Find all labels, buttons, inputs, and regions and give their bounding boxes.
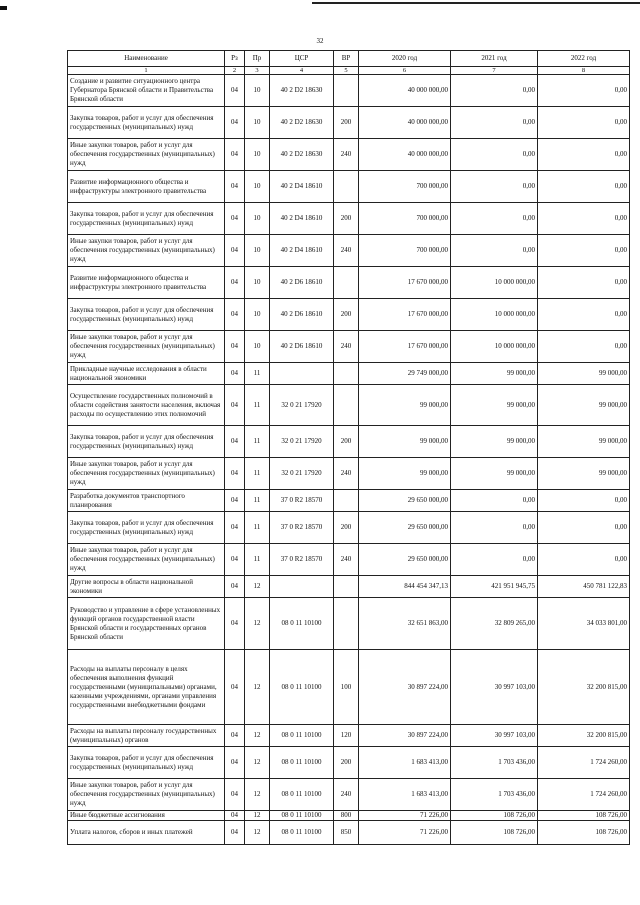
row-rz: 04 [225, 267, 245, 299]
row-name: Развитие информационного общества и инфраструктуры электронного правительства [68, 171, 225, 203]
row-rz: 04 [225, 811, 245, 821]
column-number-row [68, 67, 630, 75]
table-row [68, 512, 630, 544]
top-edge-line [312, 2, 640, 4]
table-row [68, 75, 630, 107]
row-2022: 0,00 [538, 490, 630, 512]
row-2021: 10 000 000,00 [451, 267, 538, 299]
table-row [68, 811, 630, 821]
column-number: 6 [359, 67, 451, 75]
row-vr: 850 [334, 821, 359, 845]
row-vr: 800 [334, 811, 359, 821]
row-vr: 200 [334, 747, 359, 779]
row-2020: 32 651 863,00 [359, 598, 451, 650]
row-name: Создание и развитие ситуационного центра Губернатора Брянской области и Правительства Брянской области [68, 75, 225, 107]
row-vr [334, 267, 359, 299]
column-number: 7 [451, 67, 538, 75]
header-2022: 2022 год [538, 51, 630, 67]
row-2022: 0,00 [538, 512, 630, 544]
row-2020: 700 000,00 [359, 203, 451, 235]
row-rz: 04 [225, 576, 245, 598]
table-row [68, 107, 630, 139]
table-row [68, 426, 630, 458]
row-2022: 34 033 801,00 [538, 598, 630, 650]
column-number: 5 [334, 67, 359, 75]
column-number: 2 [225, 67, 245, 75]
row-2020: 29 650 000,00 [359, 544, 451, 576]
row-2020: 17 670 000,00 [359, 331, 451, 363]
row-2021: 421 951 945,75 [451, 576, 538, 598]
table-row [68, 544, 630, 576]
header-vr: ВР [334, 51, 359, 67]
row-rz: 04 [225, 363, 245, 385]
row-name: Развитие информационного общества и инфраструктуры электронного правительства [68, 267, 225, 299]
table-row [68, 331, 630, 363]
column-number: 1 [68, 67, 225, 75]
row-csr: 40 2 D4 18610 [270, 235, 334, 267]
row-csr: 08 0 11 10100 [270, 821, 334, 845]
row-csr: 32 0 21 17920 [270, 385, 334, 426]
table-row [68, 299, 630, 331]
row-2021: 30 997 103,00 [451, 725, 538, 747]
table-row [68, 725, 630, 747]
row-2020: 40 000 000,00 [359, 75, 451, 107]
row-vr: 120 [334, 725, 359, 747]
header-pr: Пр [245, 51, 270, 67]
table-row [68, 490, 630, 512]
row-csr: 32 0 21 17920 [270, 426, 334, 458]
row-rz: 04 [225, 650, 245, 725]
row-csr: 40 2 D4 18610 [270, 171, 334, 203]
row-vr: 200 [334, 107, 359, 139]
row-name: Иные закупки товаров, работ и услуг для обеспечения государственных (муниципальных) нужд [68, 779, 225, 811]
row-2020: 99 000,00 [359, 385, 451, 426]
row-pr: 12 [245, 821, 270, 845]
row-vr [334, 598, 359, 650]
row-2021: 32 809 265,00 [451, 598, 538, 650]
row-2021: 99 000,00 [451, 458, 538, 490]
row-2021: 108 726,00 [451, 811, 538, 821]
row-csr: 08 0 11 10100 [270, 725, 334, 747]
row-vr: 240 [334, 544, 359, 576]
row-pr: 12 [245, 598, 270, 650]
table-row [68, 363, 630, 385]
row-vr: 100 [334, 650, 359, 725]
row-csr [270, 363, 334, 385]
row-vr [334, 75, 359, 107]
row-rz: 04 [225, 107, 245, 139]
row-rz: 04 [225, 490, 245, 512]
row-name: Уплата налогов, сборов и иных платежей [68, 821, 225, 845]
row-vr: 200 [334, 299, 359, 331]
row-2022: 99 000,00 [538, 363, 630, 385]
row-pr: 10 [245, 331, 270, 363]
row-2021: 0,00 [451, 75, 538, 107]
row-2021: 0,00 [451, 235, 538, 267]
row-2022: 0,00 [538, 299, 630, 331]
table-row [68, 779, 630, 811]
row-2022: 99 000,00 [538, 458, 630, 490]
row-pr: 11 [245, 385, 270, 426]
row-name: Иные закупки товаров, работ и услуг для обеспечения государственных (муниципальных) нужд [68, 544, 225, 576]
row-pr: 11 [245, 544, 270, 576]
row-csr: 40 2 D2 18630 [270, 107, 334, 139]
table-row [68, 747, 630, 779]
row-csr: 40 2 D2 18630 [270, 139, 334, 171]
row-csr: 37 0 R2 18570 [270, 512, 334, 544]
row-2022: 1 724 260,00 [538, 779, 630, 811]
column-number: 4 [270, 67, 334, 75]
row-vr: 200 [334, 512, 359, 544]
row-2020: 29 749 000,00 [359, 363, 451, 385]
row-name: Руководство и управление в сфере установленных функций органов государственной власти Брянской области и государственных органов Брянской области [68, 598, 225, 650]
column-number: 3 [245, 67, 270, 75]
row-2020: 17 670 000,00 [359, 267, 451, 299]
row-name: Расходы на выплаты персоналу государственных (муниципальных) органов [68, 725, 225, 747]
row-pr: 12 [245, 811, 270, 821]
row-2020: 30 897 224,00 [359, 725, 451, 747]
row-rz: 04 [225, 203, 245, 235]
row-name: Прикладные научные исследования в области национальной экономики [68, 363, 225, 385]
row-2020: 40 000 000,00 [359, 139, 451, 171]
row-2022: 0,00 [538, 107, 630, 139]
table-row [68, 171, 630, 203]
row-name: Разработка документов транспортного планирования [68, 490, 225, 512]
row-csr: 37 0 R2 18570 [270, 544, 334, 576]
row-rz: 04 [225, 171, 245, 203]
row-2021: 1 703 436,00 [451, 747, 538, 779]
row-2022: 450 781 122,83 [538, 576, 630, 598]
row-name: Осуществление государственных полномочий в области содействия занятости населения, включая расходы по осуществлению этих полномочий [68, 385, 225, 426]
row-name: Иные закупки товаров, работ и услуг для обеспечения государственных (муниципальных) нужд [68, 139, 225, 171]
row-2021: 99 000,00 [451, 385, 538, 426]
row-rz: 04 [225, 235, 245, 267]
table-row [68, 267, 630, 299]
row-csr: 08 0 11 10100 [270, 747, 334, 779]
row-2020: 700 000,00 [359, 235, 451, 267]
row-2020: 99 000,00 [359, 426, 451, 458]
row-csr: 40 2 D4 18610 [270, 203, 334, 235]
row-pr: 10 [245, 107, 270, 139]
row-vr: 200 [334, 426, 359, 458]
row-rz: 04 [225, 779, 245, 811]
row-name: Иные закупки товаров, работ и услуг для обеспечения государственных (муниципальных) нужд [68, 331, 225, 363]
row-csr: 32 0 21 17920 [270, 458, 334, 490]
row-2022: 32 200 815,00 [538, 650, 630, 725]
row-2022: 108 726,00 [538, 821, 630, 845]
row-rz: 04 [225, 75, 245, 107]
row-2020: 30 897 224,00 [359, 650, 451, 725]
row-rz: 04 [225, 385, 245, 426]
table-row [68, 235, 630, 267]
row-2022: 99 000,00 [538, 426, 630, 458]
row-rz: 04 [225, 544, 245, 576]
row-vr: 240 [334, 139, 359, 171]
row-rz: 04 [225, 512, 245, 544]
row-2021: 0,00 [451, 139, 538, 171]
column-number: 8 [538, 67, 630, 75]
row-vr: 240 [334, 458, 359, 490]
row-pr: 10 [245, 267, 270, 299]
row-csr: 40 2 D6 18610 [270, 267, 334, 299]
row-rz: 04 [225, 426, 245, 458]
row-rz: 04 [225, 458, 245, 490]
row-2022: 1 724 260,00 [538, 747, 630, 779]
row-csr: 40 2 D6 18610 [270, 299, 334, 331]
row-2022: 99 000,00 [538, 385, 630, 426]
row-2021: 0,00 [451, 203, 538, 235]
table-row [68, 598, 630, 650]
row-rz: 04 [225, 598, 245, 650]
row-vr [334, 385, 359, 426]
row-name: Закупка товаров, работ и услуг для обеспечения государственных (муниципальных) нужд [68, 203, 225, 235]
budget-table [67, 50, 630, 845]
row-pr: 10 [245, 171, 270, 203]
row-2021: 10 000 000,00 [451, 299, 538, 331]
row-pr: 11 [245, 512, 270, 544]
row-2022: 0,00 [538, 139, 630, 171]
row-csr: 08 0 11 10100 [270, 598, 334, 650]
row-vr: 240 [334, 779, 359, 811]
row-name: Иные закупки товаров, работ и услуг для обеспечения государственных (муниципальных) нужд [68, 458, 225, 490]
row-vr [334, 490, 359, 512]
row-2022: 0,00 [538, 203, 630, 235]
header-2020: 2020 год [359, 51, 451, 67]
row-2022: 0,00 [538, 544, 630, 576]
row-2022: 108 726,00 [538, 811, 630, 821]
row-pr: 11 [245, 426, 270, 458]
table-row [68, 576, 630, 598]
row-name: Закупка товаров, работ и услуг для обеспечения государственных (муниципальных) нужд [68, 426, 225, 458]
row-vr [334, 363, 359, 385]
row-rz: 04 [225, 299, 245, 331]
row-pr: 12 [245, 725, 270, 747]
header-csr: ЦСР [270, 51, 334, 67]
row-2020: 71 226,00 [359, 811, 451, 821]
row-csr: 08 0 11 10100 [270, 779, 334, 811]
row-2021: 1 703 436,00 [451, 779, 538, 811]
row-2021: 99 000,00 [451, 426, 538, 458]
row-pr: 10 [245, 139, 270, 171]
row-rz: 04 [225, 725, 245, 747]
row-name: Закупка товаров, работ и услуг для обеспечения государственных (муниципальных) нужд [68, 747, 225, 779]
row-pr: 10 [245, 75, 270, 107]
row-pr: 10 [245, 299, 270, 331]
row-2021: 108 726,00 [451, 821, 538, 845]
row-pr: 12 [245, 747, 270, 779]
table-row [68, 203, 630, 235]
header-2021: 2021 год [451, 51, 538, 67]
row-2020: 1 683 413,00 [359, 779, 451, 811]
row-rz: 04 [225, 821, 245, 845]
row-pr: 12 [245, 576, 270, 598]
row-pr: 10 [245, 203, 270, 235]
row-pr: 11 [245, 490, 270, 512]
row-2022: 0,00 [538, 331, 630, 363]
row-csr: 08 0 11 10100 [270, 650, 334, 725]
table-row [68, 821, 630, 845]
row-name: Иные бюджетные ассигнования [68, 811, 225, 821]
binding-mark [0, 6, 7, 10]
row-2022: 0,00 [538, 171, 630, 203]
page-number: 32 [316, 37, 324, 45]
row-rz: 04 [225, 747, 245, 779]
table-row [68, 139, 630, 171]
row-rz: 04 [225, 139, 245, 171]
row-pr: 10 [245, 235, 270, 267]
row-name: Закупка товаров, работ и услуг для обеспечения государственных (муниципальных) нужд [68, 299, 225, 331]
header-row [68, 51, 630, 67]
row-name: Иные закупки товаров, работ и услуг для обеспечения государственных (муниципальных) нужд [68, 235, 225, 267]
row-2022: 0,00 [538, 75, 630, 107]
row-name: Закупка товаров, работ и услуг для обеспечения государственных (муниципальных) нужд [68, 512, 225, 544]
row-2020: 17 670 000,00 [359, 299, 451, 331]
header-name: Наименование [68, 51, 225, 67]
row-2021: 0,00 [451, 490, 538, 512]
row-csr: 37 0 R2 18570 [270, 490, 334, 512]
row-2022: 0,00 [538, 267, 630, 299]
table-row [68, 650, 630, 725]
row-csr: 40 2 D2 18630 [270, 75, 334, 107]
row-pr: 11 [245, 458, 270, 490]
row-vr [334, 171, 359, 203]
row-2020: 29 650 000,00 [359, 490, 451, 512]
row-2020: 99 000,00 [359, 458, 451, 490]
row-pr: 11 [245, 363, 270, 385]
row-2022: 0,00 [538, 235, 630, 267]
row-pr: 12 [245, 650, 270, 725]
row-2021: 30 997 103,00 [451, 650, 538, 725]
row-name: Закупка товаров, работ и услуг для обеспечения государственных (муниципальных) нужд [68, 107, 225, 139]
row-2022: 32 200 815,00 [538, 725, 630, 747]
row-vr: 240 [334, 331, 359, 363]
row-2020: 844 454 347,13 [359, 576, 451, 598]
row-csr: 40 2 D6 18610 [270, 331, 334, 363]
row-rz: 04 [225, 331, 245, 363]
row-2021: 0,00 [451, 107, 538, 139]
row-2020: 71 226,00 [359, 821, 451, 845]
header-rz: Рз [225, 51, 245, 67]
row-2021: 0,00 [451, 171, 538, 203]
row-2020: 29 650 000,00 [359, 512, 451, 544]
row-2020: 700 000,00 [359, 171, 451, 203]
row-2020: 1 683 413,00 [359, 747, 451, 779]
table-row [68, 458, 630, 490]
row-vr [334, 576, 359, 598]
row-2021: 0,00 [451, 512, 538, 544]
row-2021: 10 000 000,00 [451, 331, 538, 363]
table-row [68, 385, 630, 426]
row-name: Другие вопросы в области национальной экономики [68, 576, 225, 598]
row-csr [270, 576, 334, 598]
row-2021: 99 000,00 [451, 363, 538, 385]
row-csr: 08 0 11 10100 [270, 811, 334, 821]
row-vr: 240 [334, 235, 359, 267]
row-pr: 12 [245, 779, 270, 811]
row-vr: 200 [334, 203, 359, 235]
row-2020: 40 000 000,00 [359, 107, 451, 139]
row-name: Расходы на выплаты персоналу в целях обеспечения выполнения функций государственными (муниципальными) органами, казенными учреждениями, органами управления государственными внебюджетными фондами [68, 650, 225, 725]
row-2021: 0,00 [451, 544, 538, 576]
